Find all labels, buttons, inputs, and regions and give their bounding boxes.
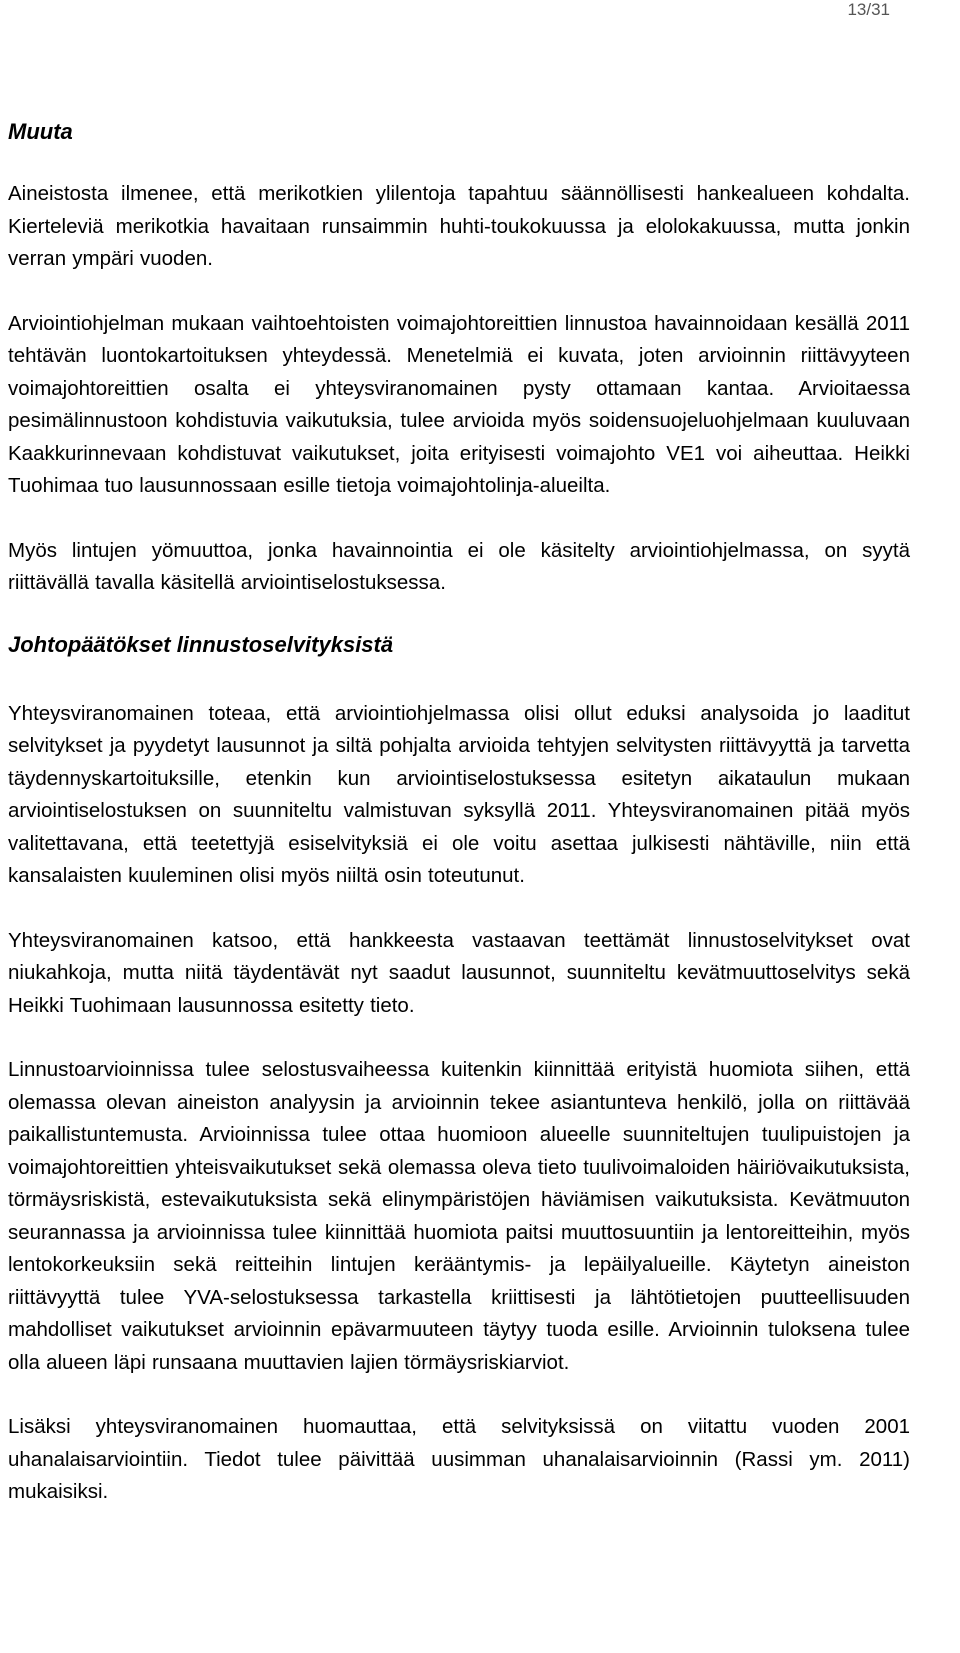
- paragraph: Lisäksi yhteysviranomainen huomauttaa, että selvityksissä on viitattu vuoden 2001 uhanalaisarviointiin. Tiedot tulee päivittää uusimman uhanalaisarvioinnin (Rassi ym. 2011) mukaisiksi.: [8, 1415, 910, 1503]
- paragraph: Yhteysviranomainen toteaa, että arviointiohjelmassa olisi ollut eduksi analysoida jo laaditut selvitykset ja pyydetyt lausunnot ja siltä pohjalta arvioida tehtyjen selvitysten riittävyyttä ja tarvetta täydennyskartoituksille, etenkin kun arviointiselostuksessa esitetyn aikataulun mukaan arviointiselostuksen on suunniteltu valmistuvan syksyllä 2011. Yhteysviranomainen pitää myös valitettavana, että teetettyjä esiselvityksiä ei ole voitu asettaa julkisesti nähtäville, niin että kansalaisten kuuleminen olisi myös niiltä osin toteutunut.: [8, 701, 910, 887]
- section-heading-muuta: Muuta: [8, 119, 73, 144]
- paragraph: Myös lintujen yömuuttoa, jonka havainnointia ei ole käsitelty arviointiohjelmassa, on syytä riittävällä tavalla käsitellä arviointiselostuksessa.: [8, 538, 910, 594]
- paragraph: Yhteysviranomainen katsoo, että hankkeesta vastaavan teettämät linnustoselvitykset ovat niukahkoja, mutta niitä täydentävät nyt saadut lausunnot, suunniteltu kevätmuuttoselvitys sekä Heikki Tuohimaan lausunnossa esitetty tieto.: [8, 928, 910, 1017]
- page-number: 13/31: [847, 0, 890, 19]
- document-body: [8, 119, 910, 1509]
- paragraph: Arviointiohjelman mukaan vaihtoehtoisten voimajohtoreittien linnustoa havainnoidaan kesällä 2011 tehtävän luontokartoituksen yhteydessä. Menetelmiä ei kuvata, joten arvioinnin riittävyyteen voimajohtoreittien osalta ei yhteysviranomainen pysty ottamaan kantaa. Arvioitaessa pesimälinnustoon kohdistuvia vaikutuksia, tulee arvioida myös soidensuojeluohjelmaan kuuluvaan Kaakkurinnevaan kohdistuvat vaikutukset, joita erityisesti voimajohto VE1 voi aiheuttaa. Heikki Tuohimaa tuo lausunnossaan esille tietoja voimajohtolinja-alueilta.: [8, 311, 910, 497]
- section-heading-johtopaatokset: Johtopäätökset linnustoselvityksistä: [8, 631, 394, 657]
- paragraph: Linnustoarvioinnissa tulee selostusvaiheessa kuitenkin kiinnittää erityistä huomiota siihen, että olemassa olevan aineiston analyysin ja arvioinnin tekee asiantunteva henkilö, jolla on riittävää paikallistuntemusta. Arvioinnissa tulee ottaa huomioon alueelle suunniteltujen tuulipuistojen ja voimajohtoreittien yhteisvaikutukset sekä olemassa oleva tieto tuulivoimaloiden häiriövaikutuksista, törmäysriskistä, estevaikutuksista sekä elinympäristöjen häviämisen vaikutuksista. Kevätmuuton seurannassa ja arvioinnissa tulee kiinnittää huomiota paitsi muuttosuuntiin ja lentoreitteihin, myös lentokorkeuksiin sekä reitteihin lintujen kerääntymis- ja lepäilyalueille. Käytetyn aineiston riittävyyttä tulee YVA-selostuksessa tarkastella kriittisesti ja lähtötietojen puutteellisuuden mahdolliset vaikutukset arvioinnin epävarmuuteen täytyy tuoda esille. Arvioinnin tuloksena tulee olla alueen läpi runsaana muuttavien lajien törmäysriskiarviot.: [8, 1058, 910, 1374]
- paragraph: Aineistosta ilmenee, että merikotkien ylilentoja tapahtuu säännöllisesti hankealueen kohdalta. Kierteleviä merikotkia havaitaan runsaimmin huhti-toukokuussa ja elolokakuussa, mutta jonkin verran ympäri vuoden.: [8, 182, 910, 270]
